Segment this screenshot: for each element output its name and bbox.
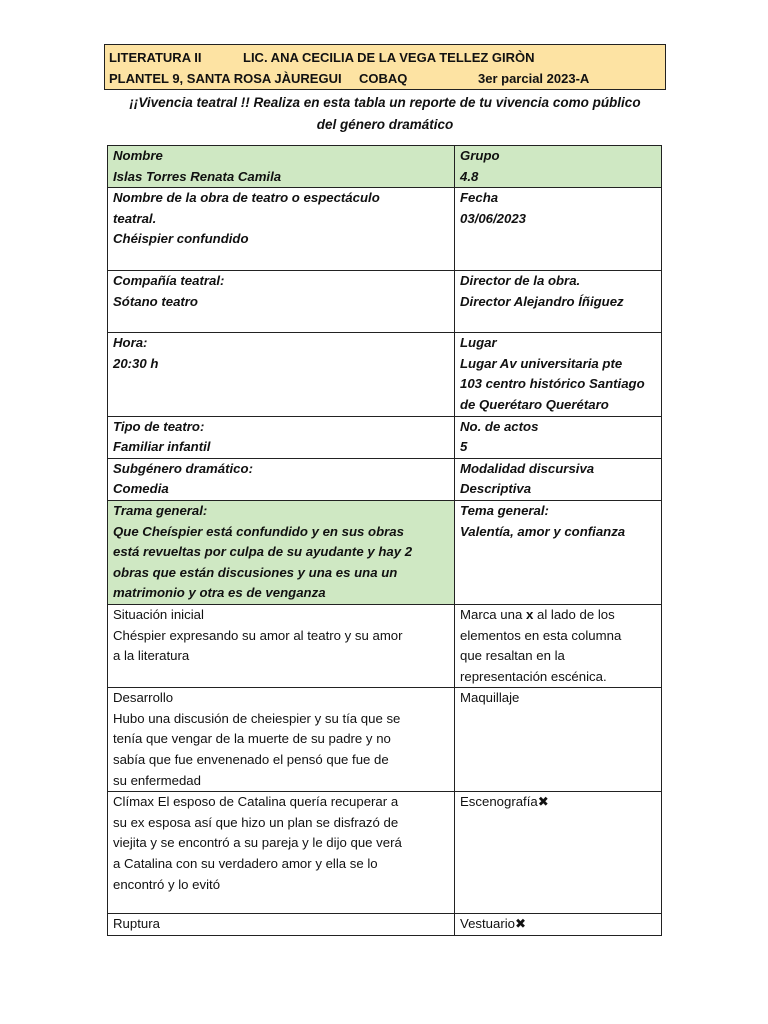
type-label: Tipo de teatro:: [113, 418, 205, 434]
name-value: Islas Torres Renata Camila: [113, 168, 282, 184]
modality-value: Descriptiva: [460, 481, 532, 497]
time-label: Hora:: [113, 335, 148, 351]
time-value: 20:30 h: [113, 355, 159, 371]
scenography-label: Escenografía: [460, 794, 538, 810]
makeup-label: Maquillaje: [460, 690, 520, 706]
initial-line-1: Situación inicial: [113, 606, 204, 622]
acts-cell: [455, 416, 662, 458]
initial-line-3: a la literatura: [113, 648, 190, 664]
row-plot: [108, 500, 662, 604]
plot-line-1: Que Cheíspier está confundido y en sus obras: [113, 523, 404, 539]
initial-line-2: Chéspier expresando su amor al teatro y su amor: [113, 627, 403, 643]
theme-cell: [455, 500, 662, 604]
institution: COBAQ: [359, 71, 408, 86]
instructions-line-1b: al lado de los: [533, 606, 615, 622]
company-value: Sótano teatro: [113, 293, 198, 309]
instructions-line-4: representación escénica.: [460, 668, 607, 684]
theme-label: Tema general:: [460, 502, 549, 518]
play-value: Chéispier confundido: [113, 231, 249, 247]
director-value: Director Alejandro Íñiguez: [460, 293, 624, 309]
initial-cell: [108, 604, 455, 687]
company-label: Compañía teatral:: [113, 273, 225, 289]
place-value-3: de Querétaro Querétaro: [460, 396, 609, 412]
name-label: Nombre: [113, 148, 163, 163]
header-box: [104, 44, 666, 90]
rupture-cell: [108, 914, 455, 936]
report-table: [107, 145, 662, 936]
instructions-line-1: [460, 605, 657, 626]
plot-line-3: obras que están discusiones y una es una un: [113, 564, 398, 580]
makeup-cell: [455, 688, 662, 792]
campus: PLANTEL 9, SANTA ROSA JÀUREGUI: [109, 71, 342, 86]
row-initial: [108, 604, 662, 687]
teacher: LIC. ANA CECILIA DE LA VEGA TELLEZ GIRÒN: [243, 50, 535, 65]
scenography-line: [460, 792, 657, 813]
group-value: 4.8: [460, 168, 479, 184]
climax-cell: [108, 792, 455, 914]
development-line-2: Hubo una discusión de cheiespier y su tía que se: [113, 710, 401, 726]
climax-line-2: su ex esposa así que hizo un plan se disfrazó de: [113, 814, 399, 830]
date-label: Fecha: [460, 190, 499, 206]
row-climax: [108, 792, 662, 914]
acts-value: 5: [460, 439, 468, 455]
header-line-2: [109, 68, 661, 89]
play-label-1: Nombre de la obra de teatro o espectáculo: [113, 190, 380, 206]
place-value-2: 103 centro histórico Santiago: [460, 376, 645, 392]
date-value: 03/06/2023: [460, 210, 527, 226]
plot-cell: [108, 500, 455, 604]
costume-cell: [455, 914, 662, 936]
climax-line-5: encontró y lo evitó: [113, 876, 221, 892]
instructions-line-2: elementos en esta columna: [460, 627, 622, 643]
development-line-3: tenía que vengar de la muerte de su padre y no: [113, 731, 391, 747]
play-label-2: teatral.: [113, 210, 157, 226]
plot-line-4: matrimonio y otra es de venganza: [113, 585, 326, 601]
climax-line-3: viejita y se encontró a su pareja y le dijo que verá: [113, 835, 402, 851]
place-cell: [455, 333, 662, 416]
place-label: Lugar: [460, 335, 497, 351]
row-time: [108, 333, 662, 416]
time-cell: [108, 333, 455, 416]
plot-line-2: está revueltas por culpa de su ayudante y hay 2: [113, 544, 413, 560]
intro-line-1: ¡¡Vivencia teatral !! Realiza en esta tabla un reporte de tu vivencia como público: [129, 95, 641, 110]
company-cell: [108, 271, 455, 333]
date-cell: [455, 188, 662, 271]
group-cell: [455, 146, 662, 188]
development-line-1: Desarrollo: [113, 690, 174, 706]
rupture-label: Ruptura: [113, 916, 160, 932]
header-line-1: [109, 47, 661, 68]
row-development: [108, 688, 662, 792]
intro-text: [104, 92, 666, 136]
acts-label: No. de actos: [460, 418, 539, 434]
instructions-line-1a: Marca una: [460, 606, 526, 622]
development-cell: [108, 688, 455, 792]
subgenre-value: Comedia: [113, 481, 169, 497]
instructions-cell: [455, 604, 662, 687]
row-play: [108, 188, 662, 271]
period: 3er parcial 2023-A: [478, 71, 590, 86]
row-company: [108, 271, 662, 333]
row-type: [108, 416, 662, 458]
type-cell: [108, 416, 455, 458]
climax-line-4: a Catalina con su verdadero amor y ella se lo: [113, 856, 378, 872]
place-value-1: Lugar Av universitaria pte: [460, 355, 623, 371]
intro-line-2: del género dramático: [316, 117, 454, 132]
climax-line-1: Clímax El esposo de Catalina quería recuperar a: [113, 794, 399, 810]
instructions-x: x: [525, 606, 534, 622]
x-mark-icon: ✖: [514, 916, 527, 932]
instructions-line-3: que resaltan en la: [460, 648, 565, 664]
name-cell: [108, 146, 455, 188]
development-line-5: su enfermedad: [113, 772, 201, 788]
subject: LITERATURA II: [109, 50, 202, 65]
row-subgenre: [108, 458, 662, 500]
development-line-4: sabía que fue envenenado el pensó que fue de: [113, 752, 389, 768]
row-name: [108, 146, 662, 188]
theme-value: Valentía, amor y confianza: [460, 523, 626, 539]
modality-label: Modalidad discursiva: [460, 460, 595, 476]
director-label: Director de la obra.: [460, 273, 581, 289]
plot-label: Trama general:: [113, 502, 208, 518]
costume-line: [460, 914, 657, 935]
play-cell: [108, 188, 455, 271]
director-cell: [455, 271, 662, 333]
scenography-cell: [455, 792, 662, 914]
modality-cell: [455, 458, 662, 500]
subgenre-cell: [108, 458, 455, 500]
subgenre-label: Subgénero dramático:: [113, 460, 253, 476]
row-rupture: [108, 914, 662, 936]
x-mark-icon: ✖: [537, 794, 549, 810]
type-value: Familiar infantil: [113, 439, 211, 455]
group-label: Grupo: [460, 148, 500, 163]
costume-label: Vestuario: [460, 916, 515, 932]
